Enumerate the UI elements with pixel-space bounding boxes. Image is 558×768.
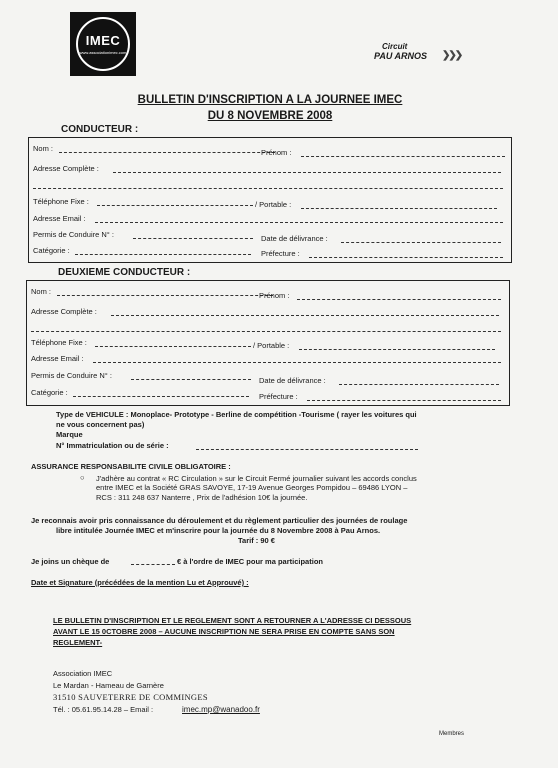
address-name: Association IMEC: [53, 669, 113, 678]
immat-label: N° Immatriculation ou de série :: [56, 441, 169, 450]
logo-circle: [76, 17, 130, 71]
permis-label: Permis de Conduire N° :: [31, 371, 112, 380]
notice-line3: REGLEMENT-: [53, 638, 103, 647]
delivrance-label: Date de délivrance :: [259, 376, 326, 385]
portable-field[interactable]: [299, 349, 495, 350]
prenom-field[interactable]: [297, 299, 501, 300]
permis-field[interactable]: [133, 238, 253, 239]
deuxieme-box: [26, 280, 510, 406]
assurance-heading: ASSURANCE RESPONSABILITE CIVILE OBLIGATOIRE :: [31, 462, 231, 471]
vehicule-type-line2: ne vous concernent pas): [56, 420, 145, 429]
assurance-line2: entre IMEC et la Société GRAS SAVOYE, 17-19 Avenue Georges Pompidou – 69486 LYON –: [96, 483, 408, 492]
tarif: Tarif : 90 €: [238, 536, 275, 545]
delivrance-field[interactable]: [339, 384, 499, 385]
delivrance-label: Date de délivrance :: [261, 234, 328, 243]
prefecture-field[interactable]: [309, 257, 503, 258]
prenom-label: Prénom :: [259, 291, 290, 300]
nom-label: Nom :: [33, 144, 54, 153]
telephone-field[interactable]: [97, 205, 253, 206]
title-line1: BULLETIN D'INSCRIPTION A LA JOURNEE IMEC: [137, 94, 403, 106]
permis-label: Permis de Conduire N° :: [33, 230, 114, 239]
reglement-line1: Je reconnais avoir pris connaissance du déroulement et du règlement particulier des journées de roulage: [31, 516, 408, 525]
prefecture-label: Préfecture :: [261, 249, 300, 258]
prefecture-field[interactable]: [307, 400, 501, 401]
portable-label: / Portable :: [253, 341, 290, 350]
email-label: Adresse Email :: [33, 214, 86, 223]
circuit-logo: [372, 42, 468, 64]
adresse-label: Adresse Complète :: [33, 164, 99, 173]
portable-field[interactable]: [301, 208, 497, 209]
imec-logo: [70, 12, 136, 76]
assurance-line3: RCS : 311 248 637 Nanterre , Prix de l'adhésion 10€ la journée.: [96, 493, 308, 502]
nom-field[interactable]: [57, 295, 273, 296]
conducteur-box: [28, 137, 512, 263]
notice-line1: LE BULLETIN D'INSCRIPTION ET LE REGLEMENT SONT A RETOURNER A L'ADRESSE CI DESSOUS: [53, 616, 412, 625]
logo-subtext: www.associationimec.com: [79, 50, 127, 55]
cheque-amount-field[interactable]: [131, 564, 175, 565]
circuit-label: Circuit: [382, 42, 408, 51]
footer-membres: Membres: [439, 731, 465, 737]
permis-field[interactable]: [131, 379, 251, 380]
vehicule-type-line1: Type de VEHICULE : Monoplace- Prototype - Berline de compétition -Tourisme ( rayer les voitures qui: [56, 410, 417, 419]
conducteur-heading: CONDUCTEUR :: [61, 124, 139, 135]
notice-line2: AVANT LE 15 0CTOBRE 2008 – AUCUNE INSCRIPTION NE SERA PRISE EN COMPTE SANS SON: [53, 627, 395, 636]
telephone-label: Téléphone Fixe :: [33, 197, 89, 206]
email-field[interactable]: [95, 222, 503, 223]
cheque-suffix: € à l'ordre de IMEC pour ma participation: [177, 557, 323, 566]
cheque-prefix: Je joins un chèque de: [31, 557, 110, 566]
email-label: Adresse Email :: [31, 354, 84, 363]
categorie-field[interactable]: [75, 254, 251, 255]
adresse-field-1[interactable]: [113, 172, 501, 173]
arrows-icon: ❯❯❯: [442, 50, 462, 61]
logo-text: IMEC: [85, 33, 121, 48]
portable-label: / Portable :: [255, 200, 292, 209]
address-city: 31510 SAUVETERRE DE COMMINGES: [53, 692, 208, 702]
address-tel: Tél. : 05.61.95.14.28 – Email :: [53, 705, 154, 714]
reglement-line2: libre intitulée Journée IMEC et m'inscrire pour la journée du 8 Novembre 2008 à Pau Arnos.: [56, 526, 381, 535]
adresse-field-2[interactable]: [31, 331, 501, 332]
marque-label: Marque: [56, 430, 83, 439]
nom-label: Nom :: [31, 287, 52, 296]
prenom-field[interactable]: [301, 156, 505, 157]
adresse-label: Adresse Complète :: [31, 307, 97, 316]
adresse-field-1[interactable]: [111, 315, 499, 316]
address-street: Le Mardan - Hameau de Garnère: [53, 681, 164, 690]
assurance-line1: J'adhère au contrat « RC Circulation » sur le Circuit Fermé journalier suivant les accords conclus: [96, 474, 417, 483]
prenom-label: Prénom :: [261, 148, 292, 157]
email-field[interactable]: [93, 362, 501, 363]
title-line2: DU 8 NOVEMBRE 2008: [207, 110, 333, 122]
signature-label: Date et Signature (précédées de la mention Lu et Approuvé) :: [31, 578, 249, 587]
assurance-bullet-icon: ○: [80, 473, 85, 482]
deuxieme-heading: DEUXIEME CONDUCTEUR :: [58, 267, 191, 278]
categorie-label: Catégorie :: [31, 388, 68, 397]
address-email[interactable]: imec.mp@wanadoo.fr: [182, 705, 260, 714]
telephone-label: Téléphone Fixe :: [31, 338, 87, 347]
categorie-field[interactable]: [73, 396, 249, 397]
prefecture-label: Préfecture :: [259, 392, 298, 401]
categorie-label: Catégorie :: [33, 246, 70, 255]
delivrance-field[interactable]: [341, 242, 501, 243]
circuit-name: PAU ARNOS: [374, 51, 428, 61]
adresse-field-2[interactable]: [33, 188, 503, 189]
telephone-field[interactable]: [95, 346, 251, 347]
immat-field[interactable]: [196, 449, 418, 450]
nom-field[interactable]: [59, 152, 275, 153]
